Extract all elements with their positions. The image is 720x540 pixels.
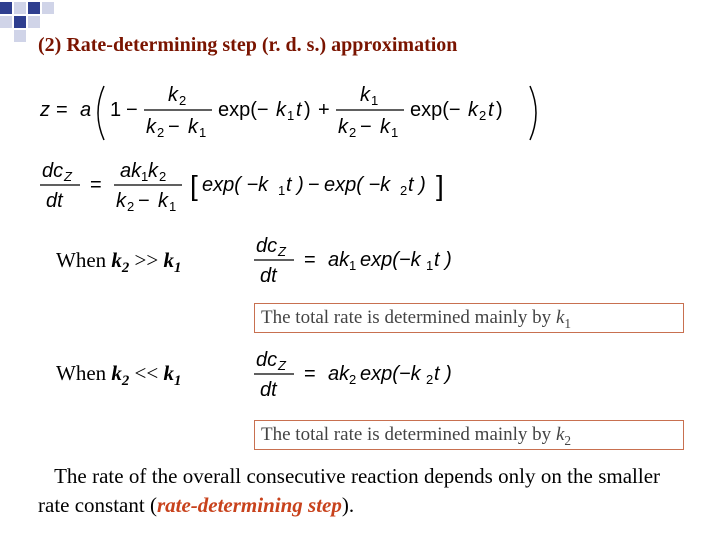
rate-constant-b: k [163,248,174,272]
svg-text:exp( −k: exp( −k [324,174,391,196]
svg-text:−: − [168,116,180,138]
svg-text:): ) [496,99,503,121]
svg-text:t: t [488,99,494,121]
svg-text:1: 1 [199,125,207,140]
svg-text:k: k [116,190,126,212]
svg-text:k: k [468,99,478,121]
svg-text:2: 2 [159,169,167,184]
svg-text:k: k [360,84,370,106]
svg-text:1: 1 [287,108,295,123]
svg-text:k: k [380,116,390,138]
svg-text:dt: dt [260,379,277,401]
rate-constant-a: k [111,248,122,272]
svg-text:2: 2 [349,372,357,387]
svg-text:k: k [148,160,158,182]
svg-text:t: t [296,99,302,121]
svg-text:1: 1 [278,183,286,198]
svg-text:Z: Z [278,244,286,259]
svg-text:2: 2 [127,199,135,214]
svg-text:Z: Z [64,169,72,184]
svg-text:dt: dt [260,265,277,287]
svg-text:=: = [304,249,316,271]
svg-text:1: 1 [110,99,122,121]
comparison-operator: >> [134,248,159,272]
svg-text:1: 1 [371,93,379,108]
note-rate-constant-sub: 1 [564,315,572,331]
svg-text:t ): t ) [434,249,452,271]
svg-text:−: − [308,174,320,196]
svg-text:dc: dc [256,349,278,371]
equation-z [40,78,560,148]
svg-text:1: 1 [169,199,177,214]
svg-text:ak: ak [328,363,350,385]
svg-text:Z: Z [278,358,286,373]
svg-text:+: + [318,99,330,121]
svg-text:=: = [90,174,102,196]
note-text: The total rate is determined mainly by [261,424,556,445]
conclusion-text: The rate of the overall consecutive reaction depends only on the smaller rate constant ( [38,464,661,517]
conclusion-end: ). [341,493,355,517]
condition-when-label: When [56,248,107,272]
highlight-term: rate-determining step [156,493,342,517]
svg-text:k: k [146,116,156,138]
rate-constant-a: k [111,361,122,385]
rate-constant-b: k [163,361,174,385]
svg-text:t ): t ) [286,174,304,196]
svg-text:=: = [304,363,316,385]
svg-text:−: − [138,190,150,212]
svg-text:dc: dc [42,160,64,182]
condition-k2-less [56,361,181,390]
condition-k2-greater [56,248,181,277]
conclusion-paragraph [38,462,660,520]
svg-text:dt: dt [46,190,63,212]
note-box-2 [254,420,684,450]
svg-text:exp( −k: exp( −k [202,174,269,196]
condition-when-label: When [56,361,107,385]
rate-constant-a-sub: 2 [121,373,130,390]
svg-text:): ) [304,99,311,121]
equation-rate [40,155,480,215]
svg-text:2: 2 [479,108,487,123]
note-box-1 [254,303,684,333]
slide-title: (2) Rate-determining step (r. d. s.) approximation [38,34,458,56]
rate-constant-a-sub: 2 [121,260,130,277]
svg-text:2: 2 [400,183,408,198]
svg-text:ak: ak [120,160,142,182]
svg-text:k: k [338,116,348,138]
svg-text:1: 1 [391,125,399,140]
note-rate-constant: k [555,307,565,328]
note-rate-constant-sub: 2 [564,432,572,448]
rate-constant-b-sub: 1 [173,373,182,390]
svg-text:−: − [360,116,372,138]
svg-text:ak: ak [328,249,350,271]
svg-text:a: a [80,99,92,121]
svg-text:2: 2 [349,125,357,140]
svg-text:dc: dc [256,235,278,257]
svg-text:k: k [276,99,286,121]
equation-case-2 [254,346,484,402]
svg-text:k: k [168,84,178,106]
svg-text:t ): t ) [408,174,426,196]
equation-case-1 [254,232,484,288]
svg-text:1: 1 [426,258,434,273]
svg-text:2: 2 [157,125,165,140]
note-text: The total rate is determined mainly by [261,307,556,328]
svg-text:t ): t ) [434,363,452,385]
svg-text:1: 1 [141,169,149,184]
svg-text:k: k [188,116,198,138]
svg-text:z: z [40,99,50,121]
svg-text:2: 2 [179,93,187,108]
svg-text:exp(−: exp(− [218,99,269,121]
svg-text:exp(−: exp(− [410,99,461,121]
svg-text:exp(−k: exp(−k [360,249,421,271]
svg-text:k: k [158,190,168,212]
note-rate-constant: k [555,424,565,445]
svg-text:=: = [56,99,68,121]
svg-text:1: 1 [349,258,357,273]
rate-constant-b-sub: 1 [173,260,182,277]
svg-text:exp(−k: exp(−k [360,363,421,385]
svg-text:−: − [126,99,138,121]
svg-text:2: 2 [426,372,434,387]
svg-text:[: [ [190,170,198,201]
svg-text:]: ] [436,170,444,201]
comparison-operator: << [134,361,159,385]
